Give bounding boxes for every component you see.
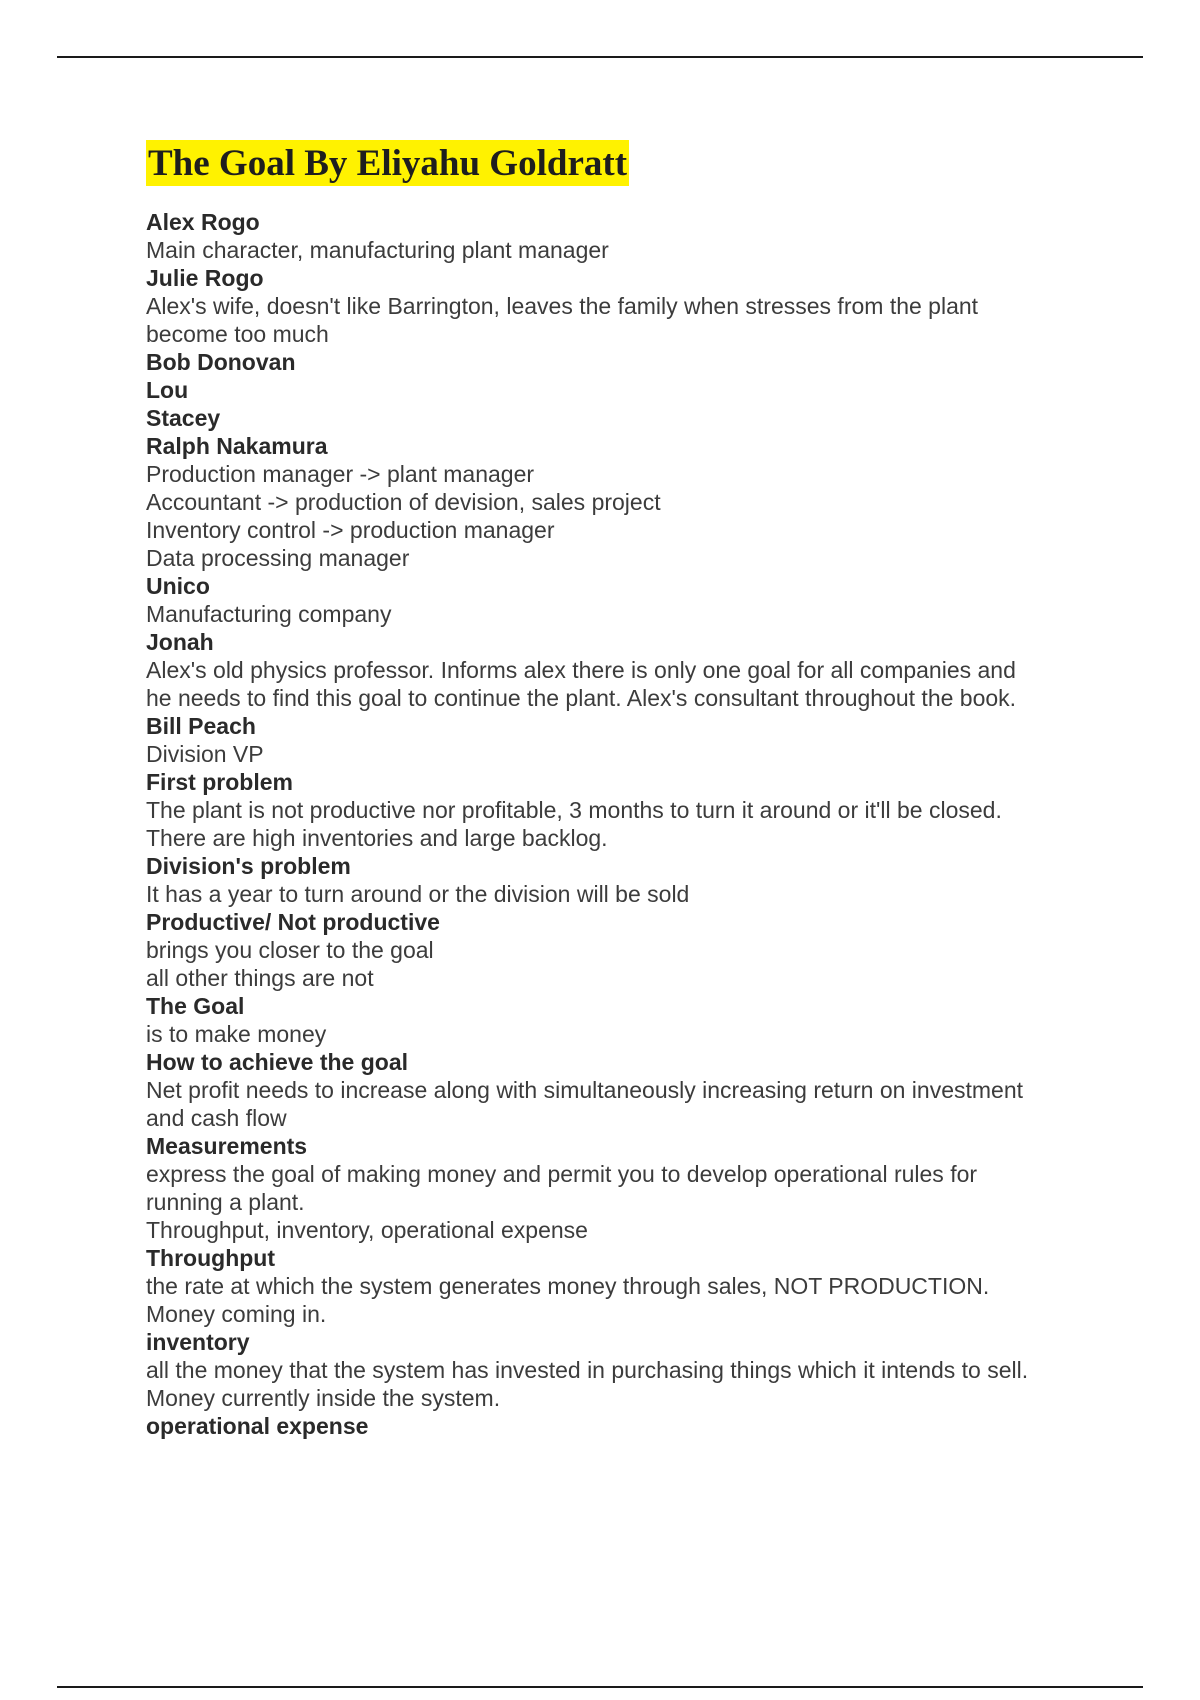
document-body [146,140,1106,1440]
glossary-description-line: There are high inventories and large backlog. [146,825,608,851]
glossary-term: Julie Rogo [146,265,264,291]
glossary-description-line: the rate at which the system generates money through sales, NOT PRODUCTION. [146,1273,990,1299]
glossary-description-line: Accountant -> production of devision, sales project [146,489,661,515]
glossary-description-line: Division VP [146,741,264,767]
glossary-description-line: Main character, manufacturing plant manager [146,237,609,263]
glossary-description-line: Production manager -> plant manager [146,461,535,487]
glossary-term: Bob Donovan [146,349,296,375]
glossary-term: Ralph Nakamura [146,433,328,459]
glossary-description-line: Alex's wife, doesn't like Barrington, leaves the family when stresses from the plant [146,293,979,319]
glossary-description-line: all other things are not [146,965,374,991]
glossary-description-line: Net profit needs to increase along with simultaneously increasing return on investment [146,1077,1024,1103]
glossary-term: Stacey [146,405,221,431]
glossary-description-line: Money currently inside the system. [146,1385,501,1411]
glossary-term: Bill Peach [146,713,256,739]
document-title: The Goal By Eliyahu Goldratt [146,140,629,186]
glossary-term: inventory [146,1329,250,1355]
glossary-description-line: It has a year to turn around or the division will be sold [146,881,690,907]
glossary-description-line: all the money that the system has invested in purchasing things which it intends to sell. [146,1357,1029,1383]
glossary-description-line: is to make money [146,1021,327,1047]
glossary-description-line: express the goal of making money and permit you to develop operational rules for [146,1161,978,1187]
glossary-term: Throughput [146,1245,276,1271]
glossary-description-line: Manufacturing company [146,601,392,627]
glossary-description-line: Throughput, inventory, operational expense [146,1217,588,1243]
glossary-list [146,208,1106,1440]
glossary-term: Alex Rogo [146,209,260,235]
glossary-term: The Goal [146,993,245,1019]
glossary-term: Productive/ Not productive [146,909,440,935]
glossary-description-line: running a plant. [146,1189,305,1215]
glossary-term: Division's problem [146,853,351,879]
top-divider [57,56,1143,58]
glossary-description-line: become too much [146,321,329,347]
glossary-term: First problem [146,769,293,795]
glossary-term: Jonah [146,629,214,655]
glossary-term: operational expense [146,1413,369,1439]
glossary-description-line: and cash flow [146,1105,287,1131]
glossary-description-line: Money coming in. [146,1301,327,1327]
glossary-description-line: Alex's old physics professor. Informs alex there is only one goal for all companies and [146,657,1016,683]
glossary-description-line: brings you closer to the goal [146,937,434,963]
glossary-term: Measurements [146,1133,308,1159]
glossary-description-line: he needs to find this goal to continue the plant. Alex's consultant throughout the book. [146,685,1017,711]
glossary-description-line: Data processing manager [146,545,410,571]
glossary-term: Unico [146,573,210,599]
glossary-description-line: The plant is not productive nor profitable, 3 months to turn it around or it'll be closed. [146,797,1002,823]
glossary-term: How to achieve the goal [146,1049,408,1075]
bottom-divider [57,1686,1143,1688]
glossary-term: Lou [146,377,189,403]
glossary-description-line: Inventory control -> production manager [146,517,555,543]
